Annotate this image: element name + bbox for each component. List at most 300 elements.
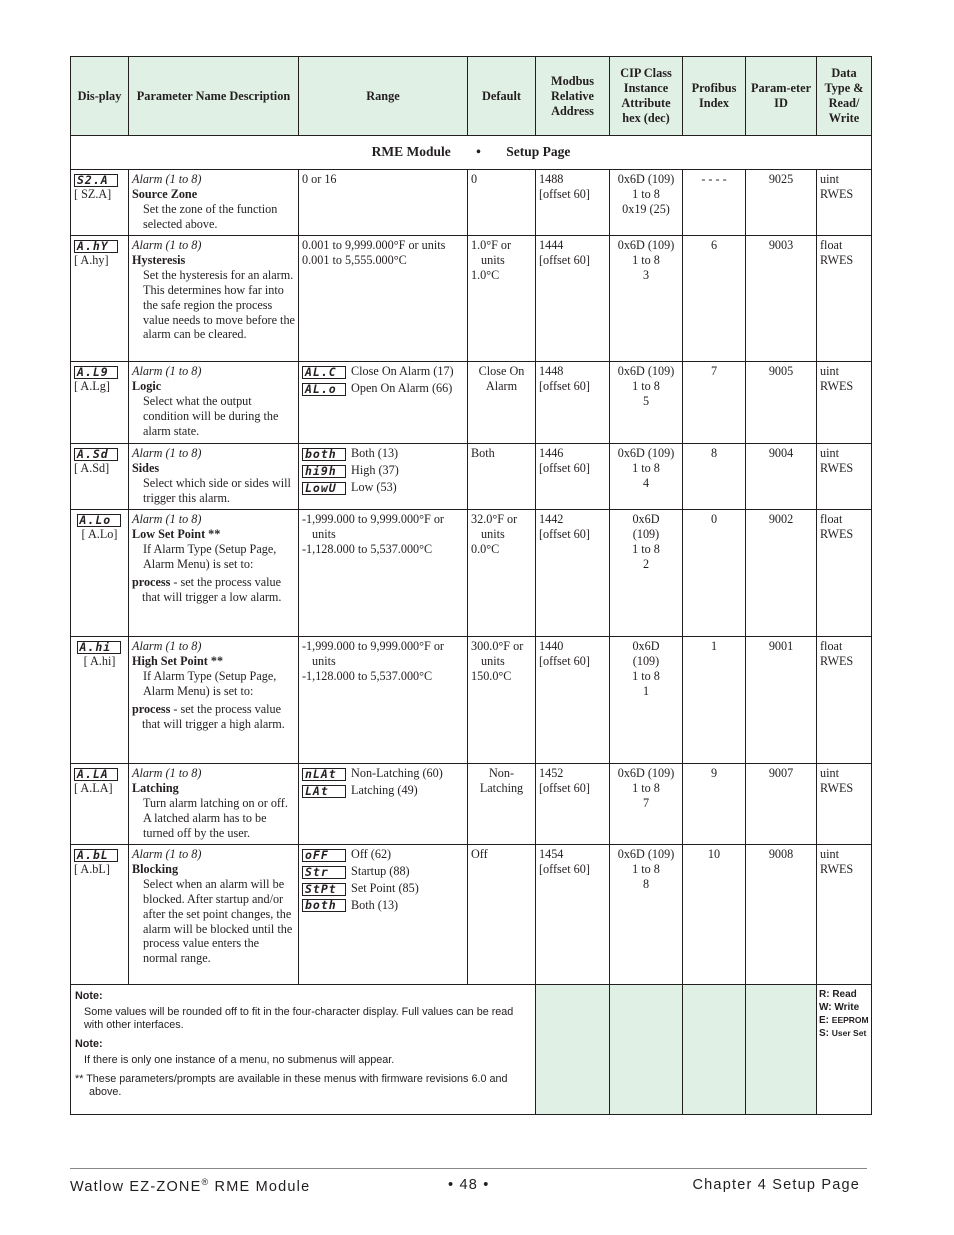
lcd-display: A.L9: [74, 366, 118, 379]
cip-cell: [610, 362, 683, 444]
cip-attribute: 1: [642, 683, 650, 698]
param-desc: If Alarm Type (Setup Page, Alarm Menu) is set to:: [143, 668, 277, 698]
lcd-display: A.Sd: [74, 448, 118, 461]
display-cell: [71, 444, 129, 510]
param-cell: [129, 845, 299, 985]
header-param-name-text: Parameter Name Description: [136, 88, 291, 103]
range-value: -1,999.000 to 9,999.000°F or units: [302, 639, 444, 668]
notes-empty-cell: [683, 985, 746, 1115]
note-text: If there is only one instance of a menu, no submenus will appear.: [84, 1054, 395, 1066]
data-type-cell: [817, 510, 872, 637]
prompt-code: [ A.bL]: [74, 861, 110, 876]
param-id: 9008: [768, 847, 794, 861]
profibus-cell: [683, 236, 746, 362]
header-data-type-text: Data Type & Read/ Write: [824, 66, 864, 125]
range-option: [302, 783, 464, 798]
read-write: RWES: [820, 460, 854, 475]
cip-cell: [610, 444, 683, 510]
display-cell: [71, 845, 129, 985]
footer-product-name: RME Module: [214, 1178, 311, 1195]
menu-label: Alarm (1 to 8): [132, 172, 202, 186]
option-label: Low (53): [351, 479, 397, 494]
header-profibus-text: Profibus Index: [691, 81, 737, 110]
header-cip-text: CIP Class Instance Attribute hex (dec): [620, 66, 672, 125]
cip-cell: [610, 510, 683, 637]
modbus-address: 1454: [539, 847, 564, 861]
profibus-index: 1: [710, 639, 718, 653]
modbus-cell: [536, 510, 610, 637]
cip-attribute: 3: [642, 267, 650, 282]
parameter-table: [70, 56, 872, 1115]
notes-empty-cell: [746, 985, 817, 1115]
param-id-cell: [746, 236, 817, 362]
note-label: Note:: [75, 1038, 103, 1050]
data-type: uint: [820, 766, 839, 780]
lcd-display: S2.A: [74, 174, 118, 187]
menu-label: Alarm (1 to 8): [132, 446, 202, 460]
modbus-cell: [536, 444, 610, 510]
range-value-celsius: -1,128.000 to 5,537.000°C: [302, 668, 433, 683]
range-value: -1,999.000 to 9,999.000°F or units: [302, 512, 444, 541]
notes-empty-cell: [536, 985, 610, 1115]
range-value-celsius: -1,128.000 to 5,537.000°C: [302, 541, 433, 556]
param-id-cell: [746, 637, 817, 764]
modbus-offset: [offset 60]: [539, 252, 590, 267]
option-label: Both (13): [351, 897, 399, 912]
notes-cell: [71, 985, 536, 1115]
modbus-offset: [offset 60]: [539, 378, 590, 393]
range-cell: [299, 510, 468, 637]
default-value-celsius: 1.0°C: [471, 267, 500, 282]
modbus-address: 1488: [539, 172, 564, 186]
default-cell: [468, 170, 536, 236]
data-type-cell: [817, 170, 872, 236]
param-id: 9025: [768, 172, 794, 186]
prompt-code: [ SZ.A]: [74, 186, 112, 201]
param-id-cell: [746, 362, 817, 444]
range-option: [302, 881, 464, 896]
param-desc: Set the hysteresis for an alarm. This determines how far into the safe region the process value needs to move before the alarm can be cleared.: [143, 267, 295, 342]
read-write: RWES: [820, 186, 854, 201]
default-value: 32.0°F or units: [471, 512, 518, 541]
data-type: float: [820, 238, 843, 252]
option-label: Both (13): [351, 446, 399, 460]
cip-attribute: 7: [642, 795, 650, 810]
menu-label: Alarm (1 to 8): [132, 766, 202, 780]
profibus-cell: [683, 637, 746, 764]
param-name: Hysteresis: [132, 252, 186, 267]
header-cip: [610, 57, 683, 136]
data-type: float: [820, 512, 843, 526]
data-type-cell: [817, 764, 872, 845]
profibus-index: 7: [710, 364, 718, 378]
table-title-row: [71, 136, 872, 170]
option-label: Open On Alarm (66): [351, 380, 453, 395]
option-label: High (37): [351, 462, 399, 477]
profibus-index: 10: [707, 847, 721, 861]
prompt-code: [ A.hy]: [74, 252, 109, 267]
range-option: [302, 766, 464, 781]
param-name: Sides: [132, 460, 160, 475]
range-option: [302, 847, 464, 862]
param-cell: [129, 236, 299, 362]
parameter-table-container: [70, 56, 871, 1115]
profibus-cell: [683, 170, 746, 236]
cip-class-dec: (109): [632, 653, 660, 668]
param-desc-process: [132, 575, 295, 605]
header-range: [299, 57, 468, 136]
range-cell: [299, 764, 468, 845]
modbus-offset: [offset 60]: [539, 186, 590, 201]
default-cell: [468, 362, 536, 444]
option-lcd: both: [302, 899, 346, 912]
table-row: [71, 764, 872, 845]
cip-cell: [610, 637, 683, 764]
cip-class: 0x6D (109): [617, 238, 675, 252]
data-type: uint: [820, 172, 839, 186]
modbus-cell: [536, 362, 610, 444]
modbus-cell: [536, 845, 610, 985]
table-row: [71, 637, 872, 764]
param-cell: [129, 362, 299, 444]
modbus-offset: [offset 60]: [539, 460, 590, 475]
legend-userset-key: S:: [819, 1028, 829, 1039]
cip-instance: 1 to 8: [632, 861, 660, 876]
table-title: [71, 136, 872, 170]
modbus-address: 1452: [539, 766, 564, 780]
option-lcd: hi9h: [302, 465, 346, 478]
param-desc: Set the zone of the function selected above.: [143, 201, 278, 231]
default-value: Non-Latching: [479, 766, 524, 795]
range-option: [302, 463, 464, 478]
header-data-type: [817, 57, 872, 136]
param-name: Low Set Point **: [132, 526, 221, 541]
table-row: [71, 236, 872, 362]
cip-cell: [610, 236, 683, 362]
param-name: Latching: [132, 780, 179, 795]
modbus-cell: [536, 170, 610, 236]
display-cell: [71, 362, 129, 444]
default-value: 1.0°F or units: [471, 238, 512, 267]
modbus-offset: [offset 60]: [539, 653, 590, 668]
display-cell: [71, 236, 129, 362]
display-cell: [71, 510, 129, 637]
lcd-display: A.hY: [74, 240, 118, 253]
param-cell: [129, 764, 299, 845]
default-value: 0: [471, 172, 478, 186]
option-label: Latching (49): [351, 782, 418, 797]
process-desc: - set the process value that will trigger a high alarm.: [142, 701, 285, 731]
profibus-index: 8: [710, 446, 718, 460]
param-cell: [129, 510, 299, 637]
option-lcd: AL.o: [302, 383, 346, 396]
menu-label: Alarm (1 to 8): [132, 639, 202, 653]
cip-attribute: 2: [642, 556, 650, 571]
prompt-code: [ A.LA]: [74, 780, 113, 795]
header-range-text: Range: [366, 88, 400, 103]
table-row: [71, 510, 872, 637]
data-type-cell: [817, 362, 872, 444]
menu-label: Alarm (1 to 8): [132, 847, 202, 861]
range-cell: [299, 362, 468, 444]
modbus-offset: [offset 60]: [539, 526, 590, 541]
param-name: High Set Point **: [132, 653, 224, 668]
cip-class-dec: (109): [632, 526, 660, 541]
default-cell: [468, 845, 536, 985]
data-type: float: [820, 639, 843, 653]
param-id: 9003: [768, 238, 794, 252]
cip-instance: 1 to 8: [632, 378, 660, 393]
option-label: Close On Alarm (17): [351, 364, 454, 378]
option-label: Off (62): [351, 847, 392, 861]
read-write: RWES: [820, 780, 854, 795]
process-term: process: [132, 574, 171, 589]
range-option: [302, 480, 464, 495]
cip-attribute: 5: [642, 393, 650, 408]
default-cell: [468, 764, 536, 845]
header-row: [71, 57, 872, 136]
cip-cell: [610, 170, 683, 236]
cip-class: 0x6D (109): [617, 847, 675, 861]
default-value-celsius: 0.0°C: [471, 541, 500, 556]
table-row: [71, 170, 872, 236]
footer-divider: [70, 1168, 867, 1169]
modbus-address: 1442: [539, 512, 564, 526]
title-module: RME Module: [371, 144, 451, 160]
cip-class: 0x6D (109): [617, 172, 675, 186]
default-value: Both: [471, 446, 495, 460]
param-id: 9005: [768, 364, 794, 378]
range-value: 0.001 to 9,999.000°F or units: [302, 238, 446, 252]
profibus-cell: [683, 845, 746, 985]
param-desc-process: [132, 702, 295, 732]
default-cell: [468, 637, 536, 764]
data-type: uint: [820, 364, 839, 378]
option-label: Startup (88): [351, 863, 410, 878]
range-cell: [299, 444, 468, 510]
profibus-index: 6: [710, 238, 718, 252]
profibus-index: - - - -: [701, 172, 727, 186]
header-modbus-text: Modbus Relative Address: [550, 73, 595, 118]
read-write: RWES: [820, 861, 854, 876]
cip-class: 0x6D (109): [617, 766, 675, 780]
menu-label: Alarm (1 to 8): [132, 364, 202, 378]
range-option: [302, 381, 464, 396]
option-label: Non-Latching (60): [351, 766, 443, 780]
cip-attribute: 8: [642, 876, 650, 891]
header-default-text: Default: [482, 88, 521, 103]
prompt-code: [ A.Sd]: [74, 460, 110, 475]
param-id-cell: [746, 510, 817, 637]
default-cell: [468, 236, 536, 362]
cip-class: 0x6D (109): [617, 446, 675, 460]
cip-attribute: 4: [642, 475, 650, 490]
default-value: Off: [471, 847, 488, 861]
legend-read: R: Read: [819, 989, 857, 1000]
note-text: Some values will be rounded off to fit in the four-character display. Full values can be read with other interfaces.: [84, 1006, 514, 1031]
registered-mark: ®: [201, 1177, 210, 1187]
table-row: [71, 362, 872, 444]
param-id-cell: [746, 170, 817, 236]
profibus-cell: [683, 764, 746, 845]
page-footer: [70, 1175, 860, 1195]
param-desc: If Alarm Type (Setup Page, Alarm Menu) is set to:: [143, 541, 277, 571]
option-lcd: Str: [302, 866, 346, 879]
range-value: 0 or 16: [302, 172, 337, 186]
firmware-note: ** These parameters/prompts are available in these menus with firmware revisions 6.0 and above.: [75, 1073, 508, 1098]
param-id: 9001: [768, 639, 794, 653]
data-type-cell: [817, 236, 872, 362]
option-lcd: LowU: [302, 482, 346, 495]
prompt-code: [ A.Lo]: [81, 526, 118, 541]
read-write: RWES: [820, 252, 854, 267]
default-cell: [468, 444, 536, 510]
modbus-offset: [offset 60]: [539, 780, 590, 795]
modbus-address: 1448: [539, 364, 564, 378]
menu-label: Alarm (1 to 8): [132, 512, 202, 526]
param-id: 9004: [768, 446, 794, 460]
modbus-cell: [536, 236, 610, 362]
default-value-celsius: 150.0°C: [471, 668, 512, 683]
cip-cell: [610, 845, 683, 985]
data-type: uint: [820, 847, 839, 861]
data-type-cell: [817, 845, 872, 985]
legend-eeprom: EEPROM: [831, 1015, 869, 1025]
lcd-display: A.bL: [74, 849, 118, 862]
prompt-code: [ A.Lg]: [74, 378, 110, 393]
profibus-index: 0: [710, 512, 718, 526]
modbus-cell: [536, 764, 610, 845]
header-default: [468, 57, 536, 136]
param-id-cell: [746, 764, 817, 845]
cip-instance: 1 to 8: [632, 460, 660, 475]
title-separator: •: [476, 144, 481, 160]
cip-class: 0x6D (109): [617, 364, 675, 378]
display-cell: [71, 764, 129, 845]
cip-class: 0x6D: [632, 639, 660, 653]
cip-class: 0x6D: [632, 512, 660, 526]
default-value: 300.0°F or units: [471, 639, 524, 668]
modbus-cell: [536, 637, 610, 764]
option-label: Set Point (85): [351, 880, 419, 895]
read-write: RWES: [820, 653, 854, 668]
param-desc: Select when an alarm will be blocked. After startup and/or after the set point changes, the alarm will be blocked until the process value enters the normal range.: [143, 876, 293, 966]
param-name: Source Zone: [132, 186, 198, 201]
lcd-display: A.Lo: [77, 514, 121, 527]
option-lcd: AL.C: [302, 366, 346, 379]
note-label: Note:: [75, 990, 103, 1002]
param-cell: [129, 637, 299, 764]
footer-product: [70, 1177, 310, 1195]
display-cell: [71, 170, 129, 236]
range-cell: [299, 637, 468, 764]
default-value: Close On Alarm: [478, 364, 525, 393]
cip-instance: 1 to 8: [632, 541, 660, 556]
read-write: RWES: [820, 526, 854, 541]
param-name: Logic: [132, 378, 162, 393]
cip-instance: 1 to 8: [632, 668, 660, 683]
range-cell: [299, 236, 468, 362]
header-param-id-text: Param-eter ID: [750, 81, 812, 110]
legend-eeprom-key: E:: [819, 1015, 829, 1026]
range-option: [302, 446, 464, 461]
notes-row: [71, 985, 872, 1115]
range-cell: [299, 170, 468, 236]
header-profibus: [683, 57, 746, 136]
param-id-cell: [746, 444, 817, 510]
data-type-cell: [817, 444, 872, 510]
display-cell: [71, 637, 129, 764]
table-row: [71, 444, 872, 510]
param-id: 9007: [768, 766, 794, 780]
footer-chapter: Chapter 4 Setup Page: [692, 1177, 860, 1193]
notes-empty-cell: [610, 985, 683, 1115]
cip-instance: 1 to 8: [632, 780, 660, 795]
profibus-index: 9: [710, 766, 718, 780]
page-number: • 48 •: [448, 1177, 490, 1193]
range-option: [302, 364, 464, 379]
modbus-offset: [offset 60]: [539, 861, 590, 876]
prompt-code: [ A.hi]: [83, 653, 116, 668]
footer-brand: Watlow EZ-ZONE: [70, 1178, 202, 1195]
profibus-cell: [683, 362, 746, 444]
cip-instance: 1 to 8: [632, 186, 660, 201]
legend-write: W: Write: [819, 1002, 860, 1013]
header-param-name: [129, 57, 299, 136]
lcd-display: A.LA: [74, 768, 118, 781]
process-term: process: [132, 701, 171, 716]
modbus-address: 1446: [539, 446, 564, 460]
modbus-address: 1440: [539, 639, 564, 653]
profibus-cell: [683, 444, 746, 510]
profibus-cell: [683, 510, 746, 637]
title-page: Setup Page: [506, 144, 571, 160]
cip-cell: [610, 764, 683, 845]
default-cell: [468, 510, 536, 637]
header-param-id: [746, 57, 817, 136]
modbus-address: 1444: [539, 238, 564, 252]
legend-userset: User Set: [831, 1028, 867, 1038]
lcd-display: A.hi: [77, 641, 121, 654]
range-option: [302, 864, 464, 879]
legend-cell: [817, 985, 872, 1115]
param-cell: [129, 170, 299, 236]
data-type: uint: [820, 446, 839, 460]
param-id-cell: [746, 845, 817, 985]
process-desc: - set the process value that will trigger a low alarm.: [142, 574, 282, 604]
range-cell: [299, 845, 468, 985]
option-lcd: nLAt: [302, 768, 346, 781]
range-option: [302, 898, 464, 913]
data-type-cell: [817, 637, 872, 764]
param-id: 9002: [768, 512, 794, 526]
option-lcd: both: [302, 448, 346, 461]
read-write: RWES: [820, 378, 854, 393]
param-desc: Select which side or sides will trigger this alarm.: [143, 475, 291, 505]
table-row: [71, 845, 872, 985]
param-desc: Select what the output condition will be during the alarm state.: [143, 393, 279, 438]
cip-attribute: 0x19 (25): [622, 201, 670, 216]
option-lcd: LAt: [302, 785, 346, 798]
range-value-celsius: 0.001 to 5,555.000°C: [302, 252, 407, 267]
param-desc: Turn alarm latching on or off. A latched alarm has to be turned off by the user.: [143, 795, 288, 840]
option-lcd: oFF: [302, 849, 346, 862]
header-display: [71, 57, 129, 136]
header-modbus: [536, 57, 610, 136]
header-display-text: Dis-play: [77, 88, 122, 103]
param-cell: [129, 444, 299, 510]
option-lcd: StPt: [302, 883, 346, 896]
